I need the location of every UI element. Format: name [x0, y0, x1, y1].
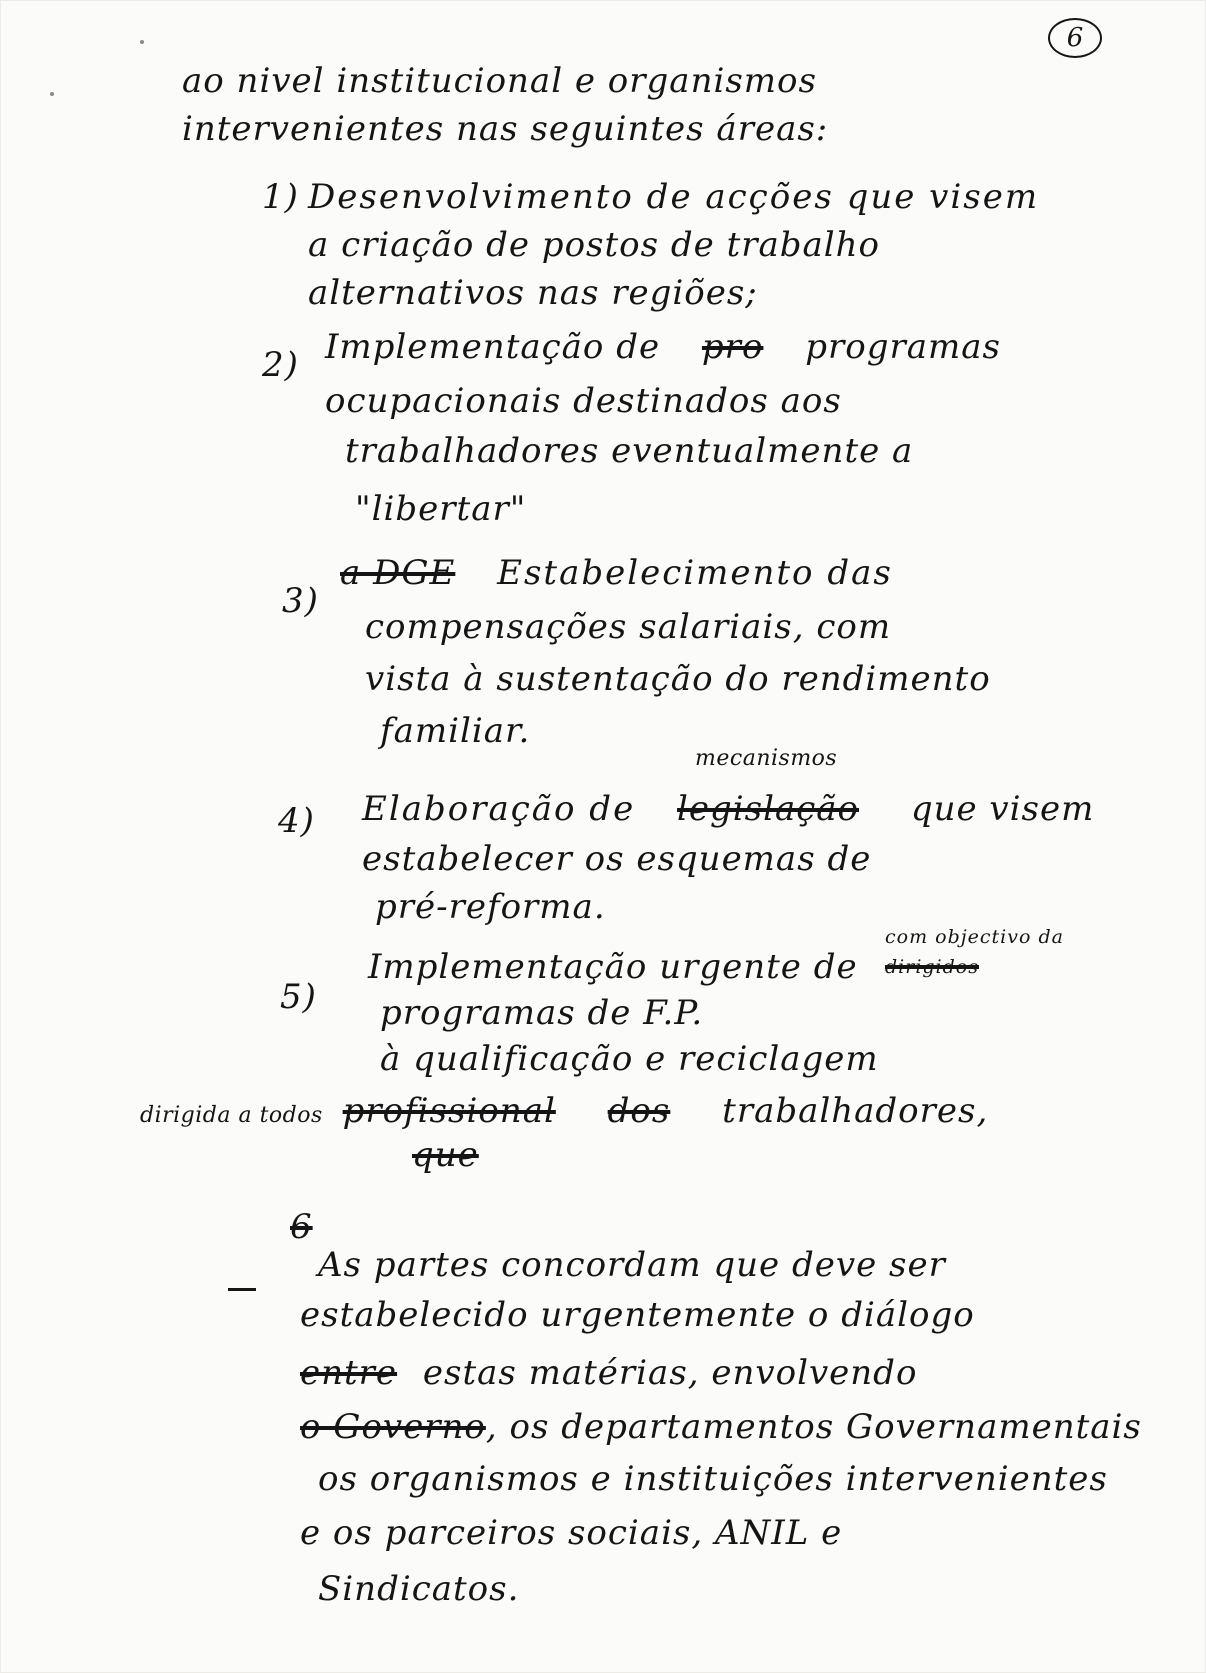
item-2-line-1-prefix: Implementação de [325, 327, 661, 367]
item-1-number: 1) [262, 177, 299, 217]
item-5-line-3: à qualificação e reciclagem [380, 1039, 879, 1079]
paragraph-line-7: Sindicatos. [318, 1569, 520, 1609]
item-3-line-1-suffix: Estabelecimento das [497, 553, 893, 593]
item-4-line-3: pré-reforma. [375, 887, 606, 927]
item-2-line-4: "libertar" [355, 489, 527, 529]
item-1-line-2: a criação de postos de trabalho [308, 225, 881, 265]
item-5-number: 5) [280, 977, 317, 1017]
paragraph-dash [228, 1288, 256, 1291]
paragraph-line-6: e os parceiros sociais, ANIL e [300, 1513, 843, 1553]
paragraph-struck-phrase: o Governo [300, 1407, 486, 1447]
item-4-number: 4) [278, 801, 315, 841]
paragraph-line-3-suffix: estas matérias, envolvendo [422, 1353, 918, 1393]
paragraph-line-2: estabelecido urgentemente o diálogo [300, 1295, 975, 1335]
item-3-number: 3) [282, 581, 319, 621]
intro-line-2: intervenientes nas seguintes áreas: [182, 109, 829, 149]
item-1-line-3: alternativos nas regiões; [308, 273, 758, 313]
item-3-line-2: compensações salariais, com [365, 607, 892, 647]
item-3-struck-word: a DGE [340, 553, 456, 593]
paragraph-struck-word: entre [300, 1353, 398, 1393]
paragraph-line-1: As partes concordam que deve ser [318, 1245, 946, 1285]
item-3-line-1 [340, 553, 893, 593]
item-5-struck-insertion: dirigidos [885, 956, 979, 978]
item-5-line-4-prefix: dirigida a todos [140, 1103, 323, 1128]
item-5-line-2: programas de F.P. [380, 993, 704, 1033]
item-5-line-4-suffix: trabalhadores, [722, 1091, 989, 1131]
page-number: 6 [1048, 18, 1102, 58]
item-5-line-4 [140, 1091, 989, 1131]
paper-speck [140, 40, 144, 44]
item-2-line-1-suffix: programas [805, 327, 1001, 367]
item-4-line-2: estabelecer os esquemas de [362, 839, 872, 879]
item-5-struck-word: profissional [342, 1091, 556, 1131]
intro-line-1: ao nivel institucional e organismos [182, 61, 817, 101]
item-4-struck-word: legislação [677, 789, 860, 829]
item-2-struck-word: pro [701, 327, 764, 367]
item-5-struck-word-2: dos [607, 1091, 671, 1131]
item-1-line-1: Desenvolvimento de acções que visem [308, 177, 1040, 217]
section-marker: 6 [290, 1207, 313, 1247]
item-2-number: 2) [262, 345, 299, 385]
item-4-line-1 [362, 789, 1095, 829]
item-2-line-1 [325, 327, 1001, 367]
paper-speck [50, 92, 54, 96]
paragraph-line-3 [300, 1353, 918, 1393]
item-2-line-2: ocupacionais destinados aos [325, 381, 842, 421]
item-3-line-3: vista à sustentação do rendimento [365, 659, 991, 699]
item-2-line-3: trabalhadores eventualmente a [345, 431, 914, 471]
item-4-insertion: mecanismos [695, 746, 838, 771]
item-5-line-1: Implementação urgente de [368, 947, 858, 987]
paragraph-line-4 [300, 1407, 1142, 1447]
item-5-insertion: com objectivo da [885, 926, 1064, 948]
item-4-line-1-prefix: Elaboração de [362, 789, 636, 829]
item-3-line-4: familiar. [380, 711, 531, 751]
item-5-struck-word-3: que [412, 1135, 479, 1175]
paragraph-line-4-suffix: , os departamentos Governamentais [485, 1407, 1142, 1447]
paragraph-line-5: os organismos e instituições intervenientes [318, 1459, 1108, 1499]
item-4-line-1-suffix: que visem [910, 789, 1095, 829]
